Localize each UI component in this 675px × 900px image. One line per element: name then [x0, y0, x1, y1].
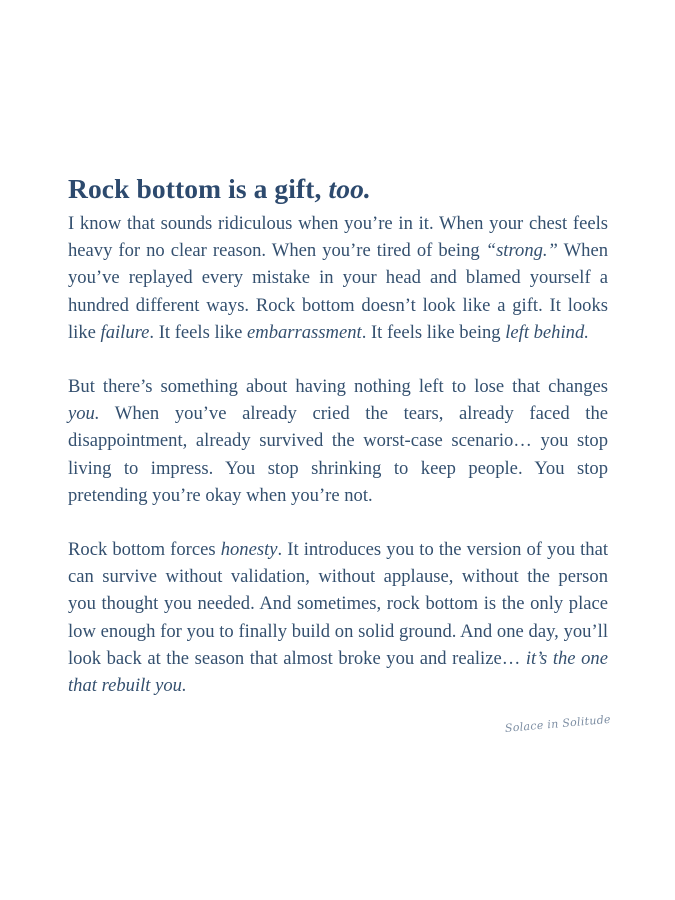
paragraph-1	[68, 210, 608, 346]
page-title	[68, 172, 608, 206]
paragraph-2-segment-3: When you’ve already cried the tears, already faced the disappointment, already survived the worst-case scenario… you stop living to impress. You stop shrinking to keep people. You stop pretending you’re okay when you’re not.	[68, 403, 608, 506]
paragraph-1-segment-8: left behind.	[505, 321, 589, 343]
paragraph-1-segment-6: embarrassment	[247, 321, 362, 343]
paragraph-1-segment-4: failure	[100, 321, 150, 343]
signature-mark: Solace in Solitude	[504, 712, 612, 735]
paragraph-3-segment-2: honesty	[220, 539, 278, 561]
paragraph-3-segment-3: . It introduces you to the version of you that can survive without validation, without applause, without the person you thought you needed. And sometimes, rock bottom is the only place low enough for you to finally build on solid ground. And one day, you’ll look back at the season that almost broke you and realize…	[68, 539, 608, 669]
paragraph-3	[68, 536, 608, 699]
document-page	[68, 172, 608, 726]
title-emphasis: too.	[328, 173, 371, 204]
paragraph-1-segment-5: . It feels like	[149, 321, 248, 343]
title-main: Rock bottom is a gift,	[68, 173, 329, 204]
paragraph-1-segment-3: When you’ve replayed every mistake in your head and blamed yourself a hundred different ways. Rock bottom doesn’t look like a gift. It looks like	[68, 240, 608, 343]
paragraph-1-segment-7: . It feels like being	[361, 321, 506, 343]
paragraph-2-segment-2: you.	[68, 403, 100, 425]
paragraph-1-segment-1: I know that sounds ridiculous when you’re in it. When your chest feels heavy for no clear reason. When you’re tired of being	[68, 213, 608, 262]
paragraph-2-segment-1: But there’s something about having nothing left to lose that changes	[68, 376, 608, 398]
paragraph-1-segment-2: “strong.”	[485, 240, 558, 262]
paragraph-2	[68, 373, 608, 509]
paragraph-3-segment-4: it’s the one that rebuilt you.	[68, 647, 608, 697]
paragraph-3-segment-1: Rock bottom forces	[68, 539, 221, 561]
